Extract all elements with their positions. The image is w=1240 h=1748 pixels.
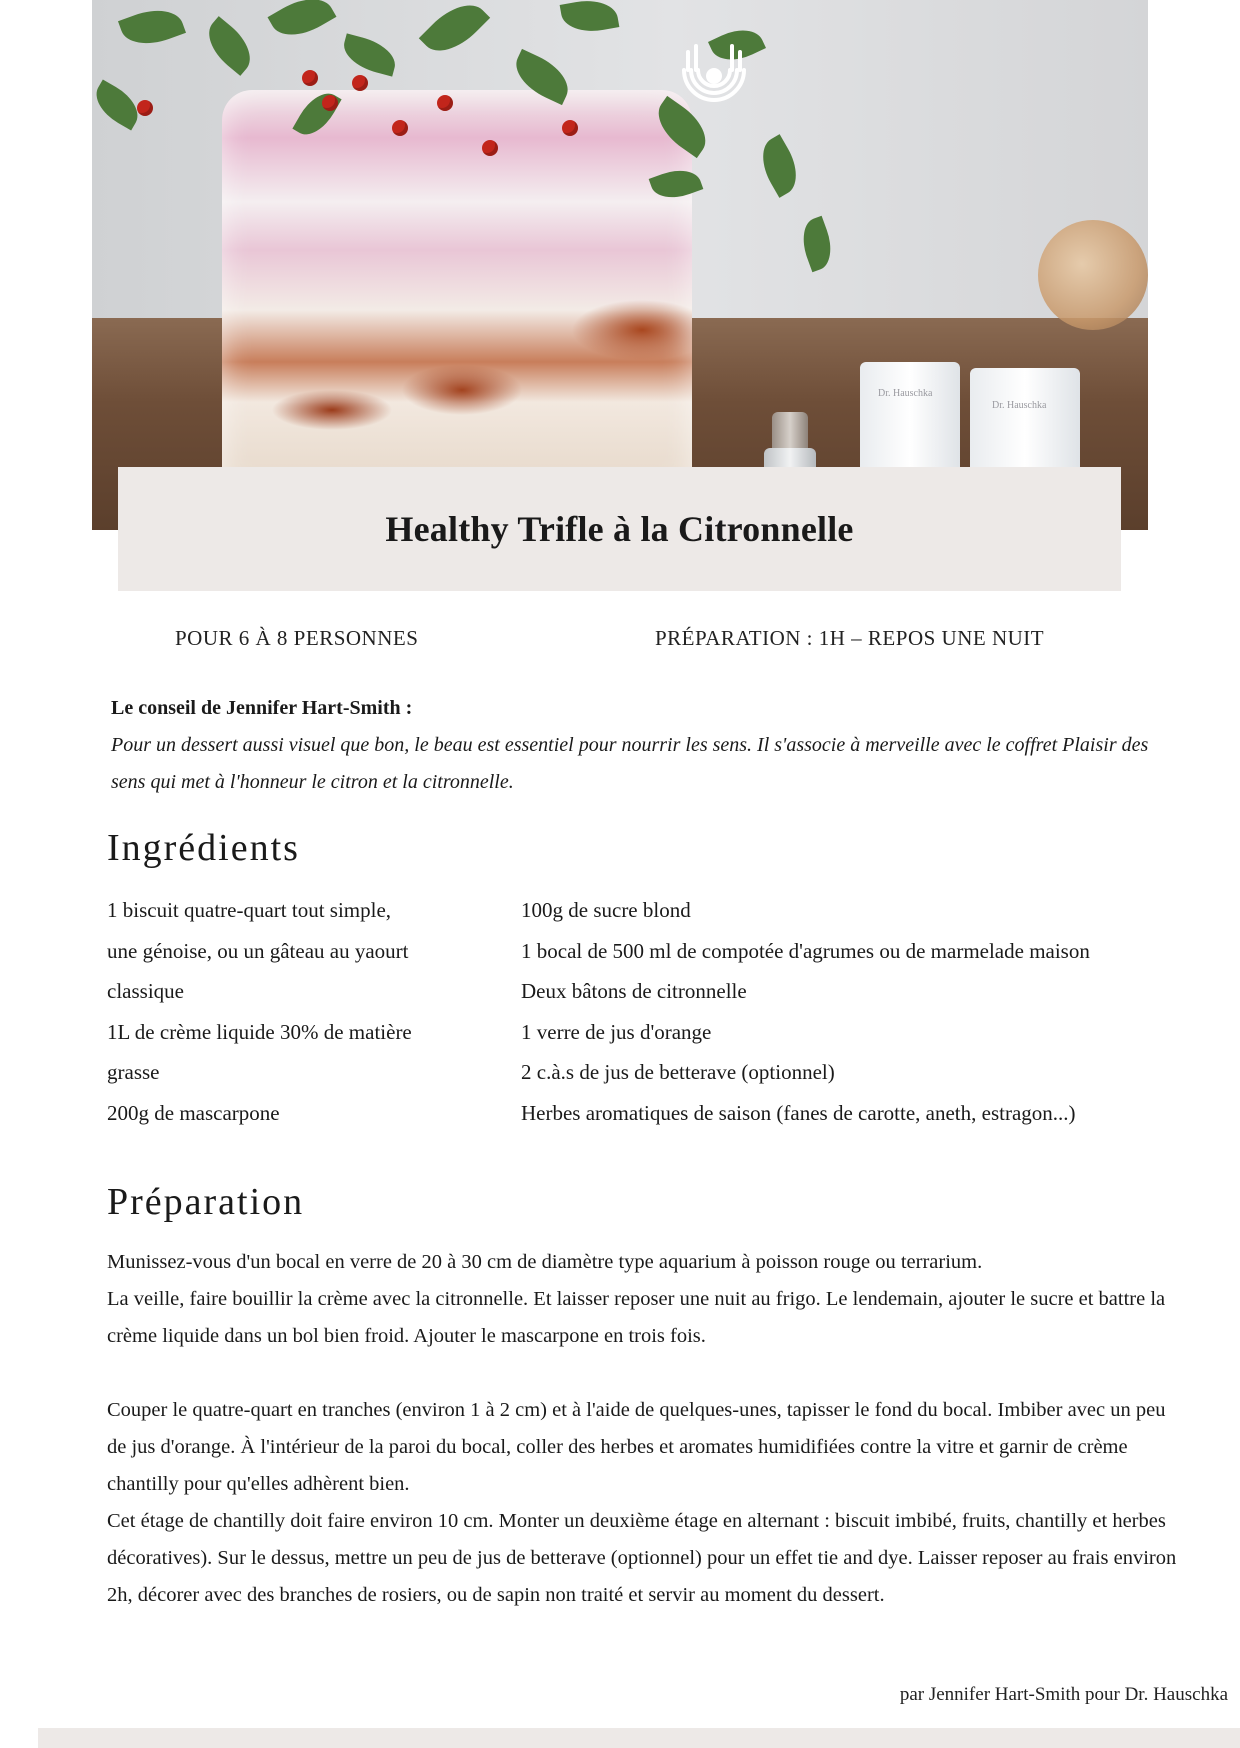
berry bbox=[562, 120, 578, 136]
ingredients-list-left bbox=[107, 890, 477, 1134]
ingredient-item: 1 biscuit quatre-quart tout simple, bbox=[107, 898, 392, 922]
ingredient-item: 2 c.à.s de jus de betterave (optionnel) bbox=[521, 1060, 835, 1085]
ingredient-item: Herbes aromatiques de saison (fanes de carotte, aneth, estragon...) bbox=[521, 1100, 1076, 1125]
bottle-cap bbox=[772, 412, 808, 452]
hero-photo bbox=[92, 0, 1148, 530]
ingredient-item: 1L de crème liquide 30% de matière bbox=[107, 1019, 412, 1044]
tube-label-2: Dr. Hauschka bbox=[992, 400, 1047, 411]
preparation-step: Couper le quatre-quart en tranches (environ 1 à 2 cm) et à l'aide de quelques-unes, tapisser le fond du bocal. Imbiber avec un peu de jus d'orange. À l'intérieur de la paroi du bocal, coller des herbes et aromates humidifiées contre la vitre et garnir de crème chantilly pour qu'elles adhèrent bien. bbox=[107, 1399, 1166, 1495]
ingredient-item: une génoise, ou un gâteau au yaourt bbox=[107, 938, 409, 963]
berry bbox=[302, 70, 318, 86]
berry bbox=[482, 140, 498, 156]
author-signature: par Jennifer Hart-Smith pour Dr. Hauschka bbox=[899, 1684, 1228, 1705]
berry bbox=[322, 95, 338, 111]
preparation-step: Cet étage de chantilly doit faire environ 10 cm. Monter un deuxième étage en alternant : biscuit imbibé, fruits, chantilly et herbes décoratives). Sur le dessus, mettre un peu de jus de betterave (optionnel) pour un effet tie and dye. Laisser reposer au frais environ 2h, décorer avec des branches de rosiers, ou de sapin non traité et servir au moment du dessert. bbox=[107, 1510, 1177, 1606]
preparation-time: PRÉPARATION : 1H – REPOS UNE NUIT bbox=[655, 626, 1045, 650]
advice-block bbox=[111, 690, 1151, 801]
tube-label-1: Dr. Hauschka bbox=[878, 388, 933, 399]
ingredient-item: classique bbox=[107, 979, 184, 1004]
ingredients-list-right bbox=[521, 890, 1161, 1134]
ingredient-item: 100g de sucre blond bbox=[521, 898, 691, 922]
advice-quote: Pour un dessert aussi visuel que bon, le beau est essentiel pour nourrir les sens. Il s'associe à merveille avec le coffret Plaisir des sens qui met à l'honneur le citron et la citronnelle. bbox=[111, 734, 1149, 793]
trifle-jar bbox=[222, 90, 692, 490]
ingredient-item: 1 verre de jus d'orange bbox=[521, 1019, 712, 1044]
footer-band bbox=[38, 1728, 1240, 1748]
ingredient-item: 1 bocal de 500 ml de compotée d'agrumes ou de marmelade maison bbox=[521, 938, 1090, 963]
preparation-step: La veille, faire bouillir la crème avec la citronnelle. Et laisser reposer une nuit au frigo. Le lendemain, ajouter le sucre et battre la crème liquide dans un bol bien froid. Ajouter le mascarpone en trois fois. bbox=[107, 1288, 1166, 1347]
preparation-step: Munissez-vous d'un bocal en verre de 20 à 30 cm de diamètre type aquarium à poisson rouge ou terrarium. bbox=[107, 1251, 983, 1273]
ingredients-heading: Ingrédients bbox=[107, 827, 300, 869]
preparation-text bbox=[107, 1244, 1187, 1614]
paragraph-gap bbox=[107, 1355, 1187, 1392]
advice-author: Le conseil de Jennifer Hart-Smith : bbox=[111, 697, 413, 719]
berry bbox=[352, 75, 368, 91]
title-card bbox=[118, 467, 1121, 591]
dr-hauschka-logo-icon bbox=[674, 40, 754, 120]
preparation-heading: Préparation bbox=[107, 1181, 305, 1223]
berry bbox=[392, 120, 408, 136]
recipe-title: Healthy Trifle à la Citronnelle bbox=[385, 509, 854, 549]
berry bbox=[437, 95, 453, 111]
photo-bowl bbox=[1038, 220, 1148, 330]
berry bbox=[137, 100, 153, 116]
ingredient-item: grasse bbox=[107, 1060, 160, 1085]
ingredient-item: Deux bâtons de citronnelle bbox=[521, 979, 747, 1004]
ingredient-item: 200g de mascarpone bbox=[107, 1100, 280, 1125]
servings: POUR 6 À 8 PERSONNES bbox=[175, 626, 419, 650]
